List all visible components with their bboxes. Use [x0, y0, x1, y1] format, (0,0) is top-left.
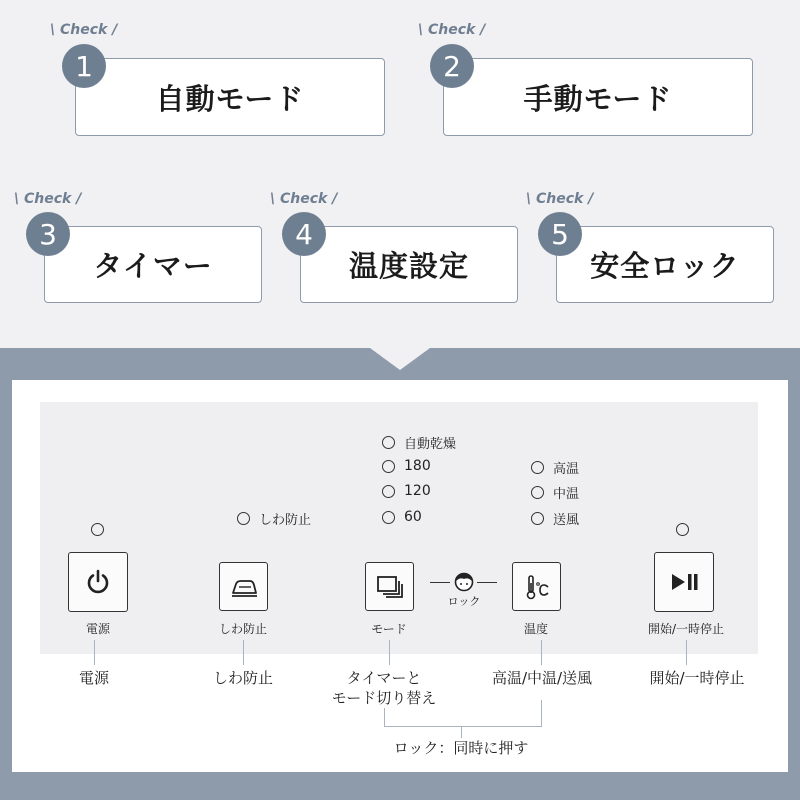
play-pause-icon: [668, 571, 700, 593]
lock-bracket-right: [541, 700, 542, 726]
indicator-light: [531, 461, 544, 474]
indicator-fan: 送風: [531, 509, 579, 528]
check-tag: \ Check /: [50, 22, 118, 38]
feature-number-badge: 3: [26, 212, 70, 256]
lock-bracket-stem: [461, 726, 462, 738]
feature-label: 温度設定: [300, 226, 518, 303]
power-button[interactable]: [68, 552, 128, 612]
feature-number-badge: 1: [62, 44, 106, 88]
lock-indicator: [447, 572, 481, 609]
lock-label: ロック: [447, 595, 481, 608]
lock-bracket-left: [384, 708, 385, 726]
feature-summary-area: [0, 0, 800, 348]
check-tag: \ Check /: [418, 22, 486, 38]
indicator-light: [382, 485, 395, 498]
start-pause-button[interactable]: [654, 552, 714, 612]
indicator-light: [382, 460, 395, 473]
indicator-high-temp: 高温: [531, 458, 579, 477]
anti-wrinkle-button[interactable]: [219, 562, 268, 611]
indicator-light: [676, 523, 689, 536]
iron-icon: [229, 576, 259, 598]
callout-start-pause: 開始/一時停止: [649, 669, 745, 687]
feature-label: 安全ロック: [556, 226, 774, 303]
leader-line-power: [94, 640, 95, 665]
feature-label: 手動モード: [443, 58, 753, 136]
feature-number-badge: 2: [430, 44, 474, 88]
thermometer-icon: [522, 573, 552, 601]
indicator-mid-temp: 中温: [531, 483, 579, 502]
indicator-180: 180: [382, 458, 431, 474]
callout-anti-wrinkle: しわ防止: [212, 669, 274, 687]
leader-line-anti-wrinkle: [243, 640, 244, 665]
indicator-120: 120: [382, 483, 431, 499]
start-pause-button-label: 開始/一時停止: [647, 622, 725, 636]
indicator-light: [531, 486, 544, 499]
power-icon: [84, 568, 112, 596]
temperature-button-label: 温度: [523, 622, 549, 636]
indicator-power: [91, 523, 113, 536]
check-tag: \ Check /: [270, 191, 338, 207]
down-arrow-icon: [370, 348, 430, 370]
indicator-anti-wrinkle: しわ防止: [237, 509, 311, 528]
callout-temperature: 高温/中温/送風: [491, 669, 593, 687]
anti-wrinkle-button-label: しわ防止: [218, 622, 268, 636]
indicator-60: 60: [382, 509, 422, 525]
callout-timer-mode: タイマーと モード切り替え: [331, 669, 437, 707]
leader-line-mode: [389, 640, 390, 665]
callout-power: 電源: [78, 669, 110, 687]
lock-bracket-bottom: [384, 726, 542, 727]
indicator-light: [531, 512, 544, 525]
leader-line-temp: [541, 640, 542, 665]
temperature-button[interactable]: [512, 562, 561, 611]
indicator-auto-dry: 自動乾燥: [382, 433, 456, 452]
indicator-light: [91, 523, 104, 536]
callout-lock: ロック：同時に押す: [393, 739, 529, 757]
mode-button-label: モード: [371, 622, 407, 636]
power-button-label: 電源: [85, 622, 111, 636]
feature-number-badge: 5: [538, 212, 582, 256]
indicator-light: [237, 512, 250, 525]
feature-number-badge: 4: [282, 212, 326, 256]
check-tag: \ Check /: [14, 191, 82, 207]
indicator-light: [382, 436, 395, 449]
indicator-light: [382, 511, 395, 524]
layers-icon: [375, 574, 405, 600]
indicator-start: [676, 523, 698, 536]
mode-button[interactable]: [365, 562, 414, 611]
feature-label: タイマー: [44, 226, 262, 303]
child-face-icon: [454, 572, 474, 592]
check-tag: \ Check /: [526, 191, 594, 207]
leader-line-start: [686, 640, 687, 665]
feature-label: 自動モード: [75, 58, 385, 136]
